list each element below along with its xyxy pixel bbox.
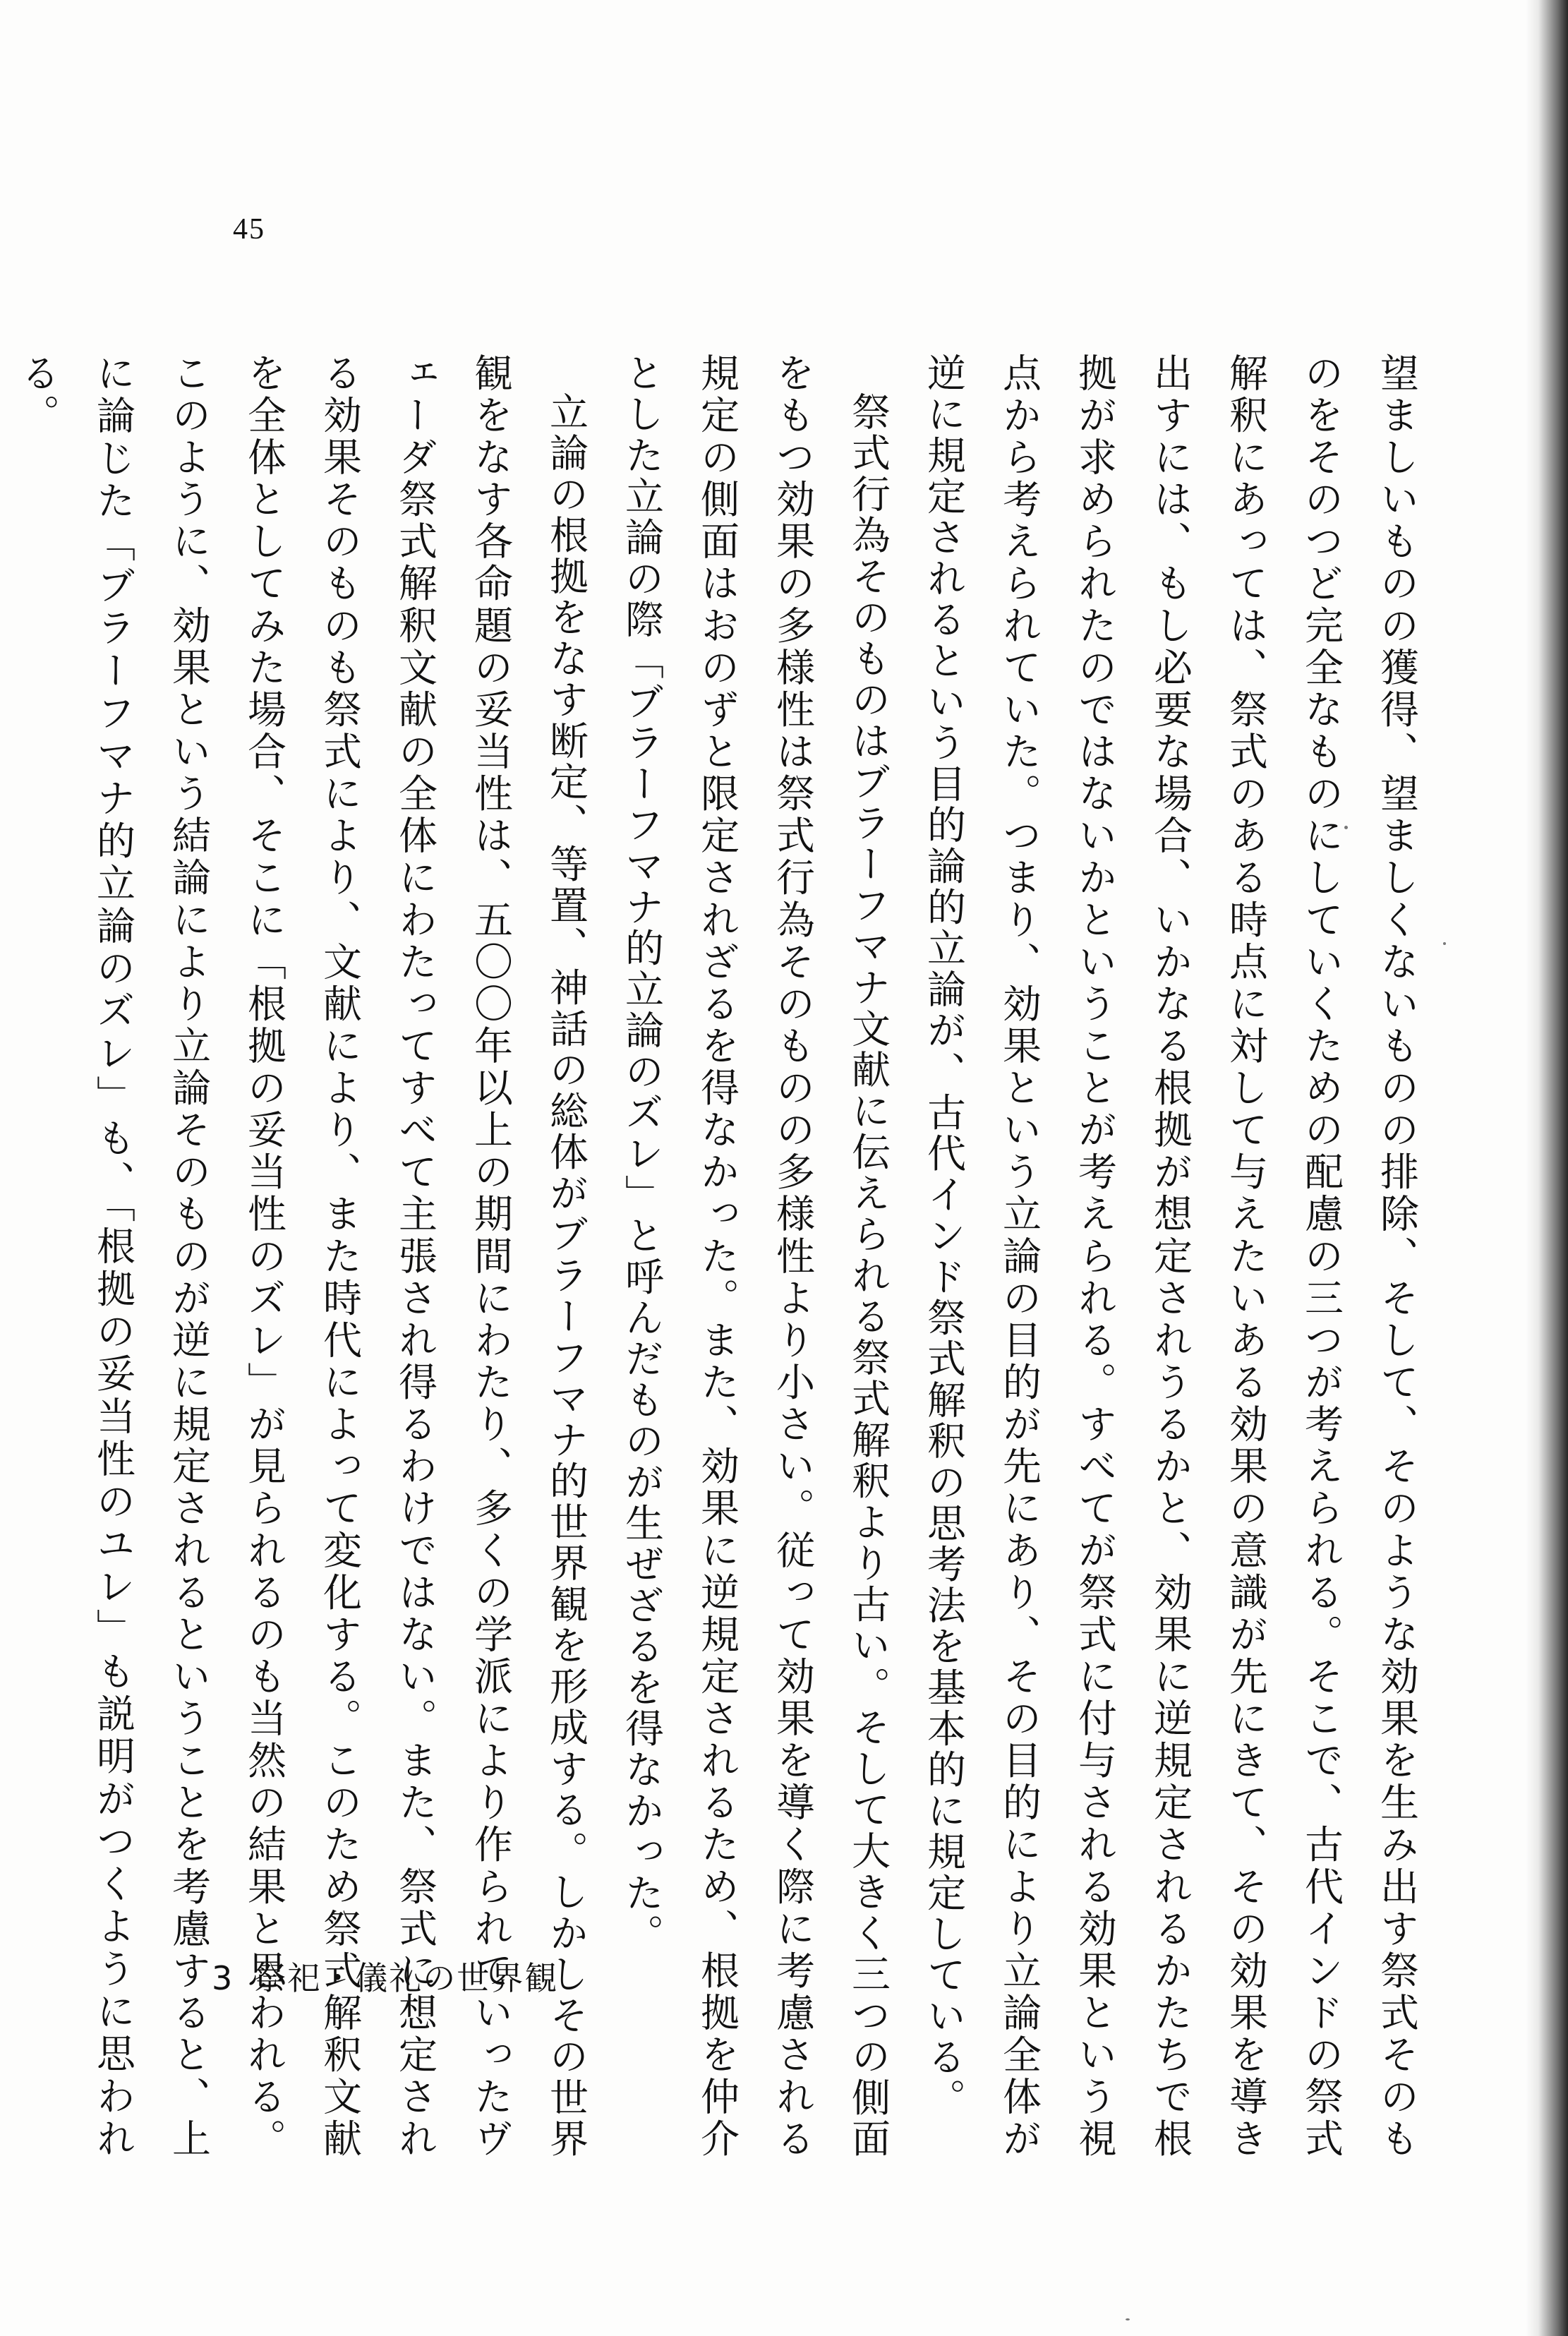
page-number: 45: [233, 213, 265, 246]
running-chapter-title: [212, 1958, 558, 1998]
paragraph-2: 祭式行為そのものはブラーフマナ文献に伝えられる祭式解釈より古い。そして大きく三つの側面をもつ効果の多様性は祭式行為そのものの多様性より小さい。従って効果を導く際に考慮される規定の側面はおのずと限定されざるを得なかった。また、効果に逆規定されるため、根拠を仲介とした立論の際「ブラーフマナ的立論のズレ」と呼んだものが生ぜざるを得なかった。: [619, 353, 891, 2160]
scan-speck: [1126, 2318, 1130, 2320]
scan-edge-shadow: [1526, 0, 1568, 2336]
chapter-title-text: 祭祀・儀礼の世界観: [253, 1959, 559, 1997]
scan-speck: [1443, 942, 1446, 945]
body-text: [0, 353, 1434, 2160]
scan-speck: [1344, 826, 1348, 829]
chapter-number: 3: [212, 1959, 234, 1997]
paragraph-1: 望ましいものの獲得、望ましくないものの排除、そして、そのような効果を生み出す祭式そのものをそのつど完全なものにしていくための配慮の三つが考えられる。そこで、古代インドの祭式解釈にあっては、祭式のある時点に対して与えたいある効果の意識が先にきて、その効果を導き出すには、もし必要な場合、いかなる根拠が想定されうるかと、効果に逆規定されるかたちで根拠が求められたのではないかということが考えられる。すべてが祭式に付与される効果という視点から考えられていた。つまり、効果という立論の目的が先にあり、その目的により立論全体が逆に規定されるという目的論的立論が、古代インド祭式解釈の思考法を基本的に規定している。: [921, 353, 1419, 2160]
paragraph-3: 立論の根拠をなす断定、等置、神話の総体がブラーフマナ的世界観を形成する。しかしその世界観をなす各命題の妥当性は、五〇〇年以上の期間にわたり、多くの学派により作られていったヴェーダ祭式解釈文献の全体にわたってすべて主張され得るわけではない。また、祭式に想定される効果そのものも祭式により、文献により、また時代によって変化する。このため祭式解釈文献を全体としてみた場合、そこに「根拠の妥当性のズレ」が見られるのも当然の結果と思われる。このように、効果という結論により立論そのものが逆に規定されるということを考慮すると、上に論じた「ブラーフマナ的立論のズレ」も、「根拠の妥当性のユレ」も説明がつくように思われる。: [15, 353, 589, 2160]
